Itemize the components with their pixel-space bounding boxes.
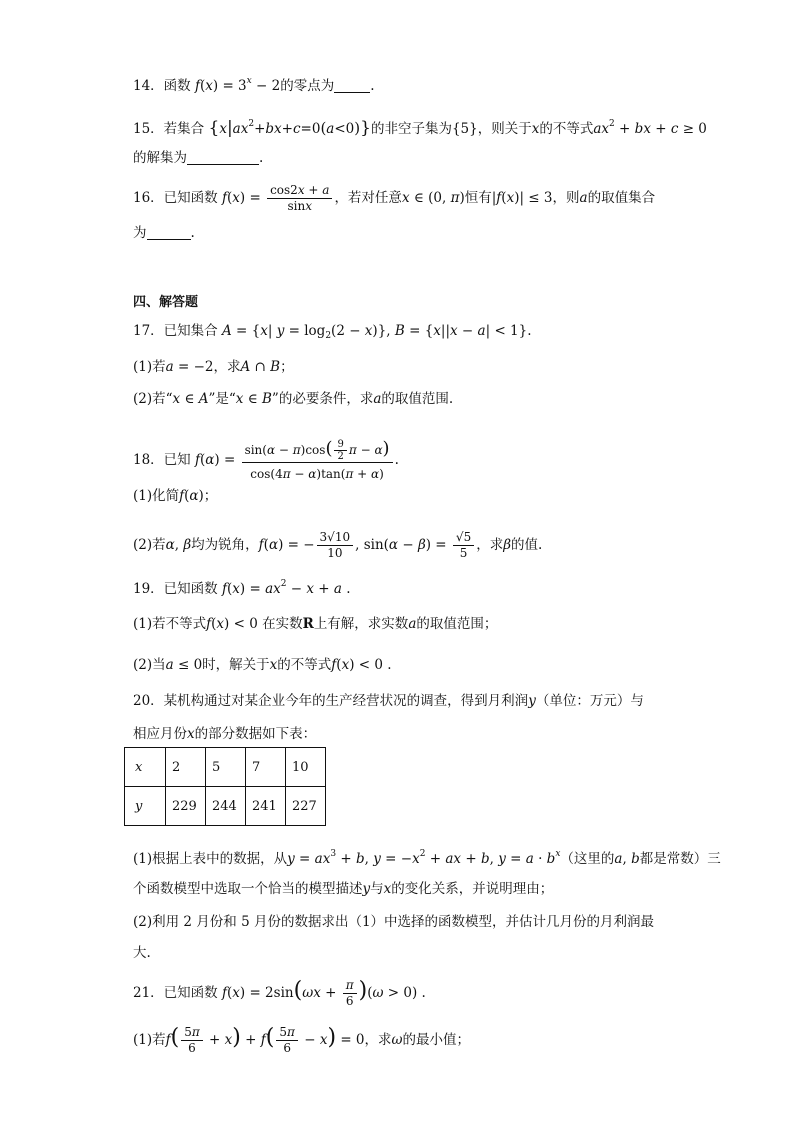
question-20-part1: (1)根据上表中的数据，从$y = ax^3 + b$, $y = -x^2$ + ax + b, $y = a \cdot b^x$（这里的a, b都是常数）三 bbox=[133, 849, 721, 867]
answer-blank bbox=[334, 78, 370, 93]
question-20-part2-cont: 大. bbox=[133, 945, 151, 961]
question-19: 19．已知函数 $f(x) = ax^2 - x + a$ . bbox=[133, 579, 351, 597]
question-21-part1: (1)若f( $\frac{5\pi}{6}$ + x) + f( $\frac{5\pi}{6}$ − x) = 0，求ω的最小值； bbox=[133, 1025, 471, 1055]
question-20-part1-cont: 个函数模型中选取一个恰当的模型描述y与x的变化关系，并说明理由； bbox=[133, 881, 554, 897]
question-20-part2: (2)利用 2 月份和 5 月份的数据求出（1）中选择的函数模型，并估计几月份的月利润最 bbox=[133, 914, 655, 930]
question-19-part2: (2)当a ≤ 0时，解关于x的不等式f(x) < 0 . bbox=[133, 657, 392, 673]
question-18-part1: (1)化简f(α)； bbox=[133, 488, 218, 504]
table-row: y 229 244 241 227 bbox=[125, 787, 326, 826]
answer-blank bbox=[147, 225, 191, 240]
question-18: 18．已知 f(α) = sin(α − π)cos( $\frac{9}{2}$ π − α) cos(4π − α)tan(π + α) . bbox=[133, 438, 399, 485]
question-19-part1: (1)若不等式f(x) < 0 在实数R上有解，求实数a的取值范围； bbox=[133, 616, 498, 632]
question-15: 15．若集合 $\{x|ax^2+bx+c=0(a<0)\}$的非空子集为{5}，则关于x的不等式$ax^2$ + bx + c ≥ 0 bbox=[133, 118, 707, 138]
question-17-part2: (2)若“x ∈ A”是“x ∈ B”的必要条件，求a的取值范围. bbox=[133, 391, 454, 407]
table-row: x 2 5 7 10 bbox=[125, 748, 326, 787]
question-15-cont: 的解集为 . bbox=[133, 150, 264, 166]
question-16-cont: 为 . bbox=[133, 225, 195, 241]
question-20: 20．某机构通过对某企业今年的生产经营状况的调查，得到月利润y（单位：万元）与 bbox=[133, 693, 644, 709]
section-title: 四、解答题 bbox=[133, 295, 199, 310]
question-21: 21．已知函数 f(x) = 2sin(ωx + $\frac{\pi}{6}$ )(ω > 0) . bbox=[133, 978, 426, 1008]
question-17: 17．已知集合 A = {x| $y = \log_2(2 - x)$}, B = {x||x − a| < 1}. bbox=[133, 323, 532, 341]
question-18-part2: (2)若α, β均为锐角，f(α) = − $\frac{3√10}{10}$ , sin(α − β) = $\frac{√5}{5}$ ，求β的值. bbox=[133, 530, 543, 560]
question-16: 16．已知函数 f(x) = $\frac{\cos 2x + a}{\sin x}$ ，若对任意x ∈ (0, π)恒有|f(x)| ≤ 3，则a的取值集合 bbox=[133, 183, 656, 213]
question-20-cont: 相应月份x的部分数据如下表： bbox=[133, 726, 317, 742]
data-table bbox=[124, 747, 326, 826]
question-14: 14．函数 $f(x) = 3^x - 2$的零点为 . bbox=[133, 76, 375, 94]
question-17-part1: (1)若a = −2，求A ∩ B； bbox=[133, 359, 294, 375]
answer-blank bbox=[187, 150, 259, 165]
